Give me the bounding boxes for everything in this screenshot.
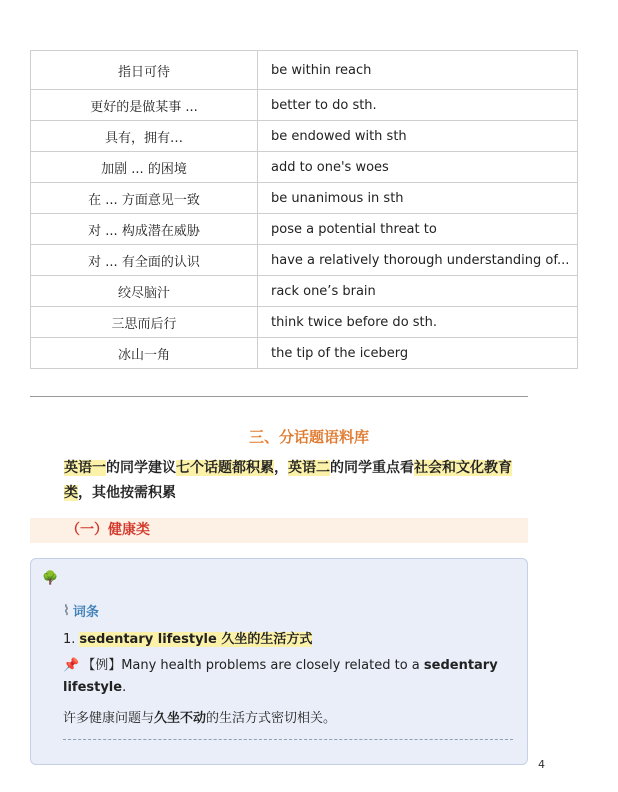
term-number: 1. bbox=[63, 632, 76, 647]
table-row bbox=[31, 214, 578, 245]
table-cell-chinese: 更好的是做某事 ... bbox=[31, 90, 258, 121]
table-cell-chinese: 三思而后行 bbox=[31, 307, 258, 338]
subsection-title: （一）健康类 bbox=[66, 522, 150, 538]
entry-label-text: 词条 bbox=[72, 605, 99, 620]
note-highlight: 英语二 bbox=[288, 460, 330, 476]
vocab-table bbox=[30, 50, 578, 369]
study-note bbox=[64, 456, 524, 506]
table-cell-chinese: 对 ... 有全面的认识 bbox=[31, 245, 258, 276]
term-text: sedentary lifestyle 久坐的生活方式 bbox=[79, 632, 313, 647]
section-divider bbox=[30, 396, 528, 397]
table-row bbox=[31, 338, 578, 369]
table-cell-english: pose a potential threat to bbox=[258, 214, 578, 245]
pushpin-icon: 📌 bbox=[63, 658, 80, 673]
table-cell-english: rack one’s brain bbox=[258, 276, 578, 307]
example-prefix: 【例】Many health problems are closely related to a bbox=[82, 658, 424, 673]
table-row bbox=[31, 152, 578, 183]
table-cell-chinese: 冰山一角 bbox=[31, 338, 258, 369]
table-cell-chinese: 加剧 ... 的困境 bbox=[31, 152, 258, 183]
note-text: ，其他按需积累 bbox=[78, 485, 176, 501]
example-sentence bbox=[63, 655, 503, 699]
note-text: 的同学建议 bbox=[106, 460, 176, 476]
table-row bbox=[31, 121, 578, 152]
table-row bbox=[31, 183, 578, 214]
table-cell-english: add to one's woes bbox=[258, 152, 578, 183]
table-cell-english: think twice before do sth. bbox=[258, 307, 578, 338]
table-cell-chinese: 绞尽脑汁 bbox=[31, 276, 258, 307]
table-row bbox=[31, 276, 578, 307]
example-bold: sedentary lifestyle bbox=[63, 658, 498, 695]
table-cell-chinese: 指日可待 bbox=[31, 51, 258, 90]
table-row bbox=[31, 245, 578, 276]
note-text: ， bbox=[274, 460, 288, 476]
note-highlight: 七个话题都积累 bbox=[176, 460, 274, 476]
translation-text: 的生活方式密切相关。 bbox=[206, 711, 337, 726]
table-cell-chinese: 具有，拥有… bbox=[31, 121, 258, 152]
page-number: 4 bbox=[538, 758, 545, 771]
table-row bbox=[31, 51, 578, 90]
table-row bbox=[31, 307, 578, 338]
translation-text: 许多健康问题与 bbox=[63, 711, 155, 726]
example-translation bbox=[63, 707, 336, 726]
paperclip-icon: ⌇ bbox=[63, 602, 70, 619]
dashed-divider bbox=[63, 739, 513, 740]
note-text: 的同学重点看 bbox=[330, 460, 414, 476]
table-cell-english: the tip of the iceberg bbox=[258, 338, 578, 369]
table-cell-chinese: 对 ... 构成潜在威胁 bbox=[31, 214, 258, 245]
entry-label bbox=[63, 601, 99, 620]
vocab-term bbox=[63, 628, 312, 647]
table-cell-english: better to do sth. bbox=[258, 90, 578, 121]
table-row bbox=[31, 90, 578, 121]
tree-icon: 🌳 bbox=[42, 571, 59, 586]
table-cell-english: have a relatively thorough understanding of... bbox=[258, 245, 578, 276]
note-highlight: 社会和文化教育类 bbox=[64, 460, 512, 501]
example-suffix: . bbox=[122, 680, 127, 695]
translation-bold: 久坐不动 bbox=[154, 711, 207, 726]
subsection-header bbox=[30, 518, 528, 543]
table-cell-english: be unanimous in sth bbox=[258, 183, 578, 214]
table-cell-english: be endowed with sth bbox=[258, 121, 578, 152]
section-title: 三、分话题语料库 bbox=[248, 428, 369, 446]
vocab-entry-card bbox=[30, 558, 528, 765]
table-cell-chinese: 在 ... 方面意见一致 bbox=[31, 183, 258, 214]
note-highlight: 英语一 bbox=[64, 460, 106, 476]
table-cell-english: be within reach bbox=[258, 51, 578, 90]
